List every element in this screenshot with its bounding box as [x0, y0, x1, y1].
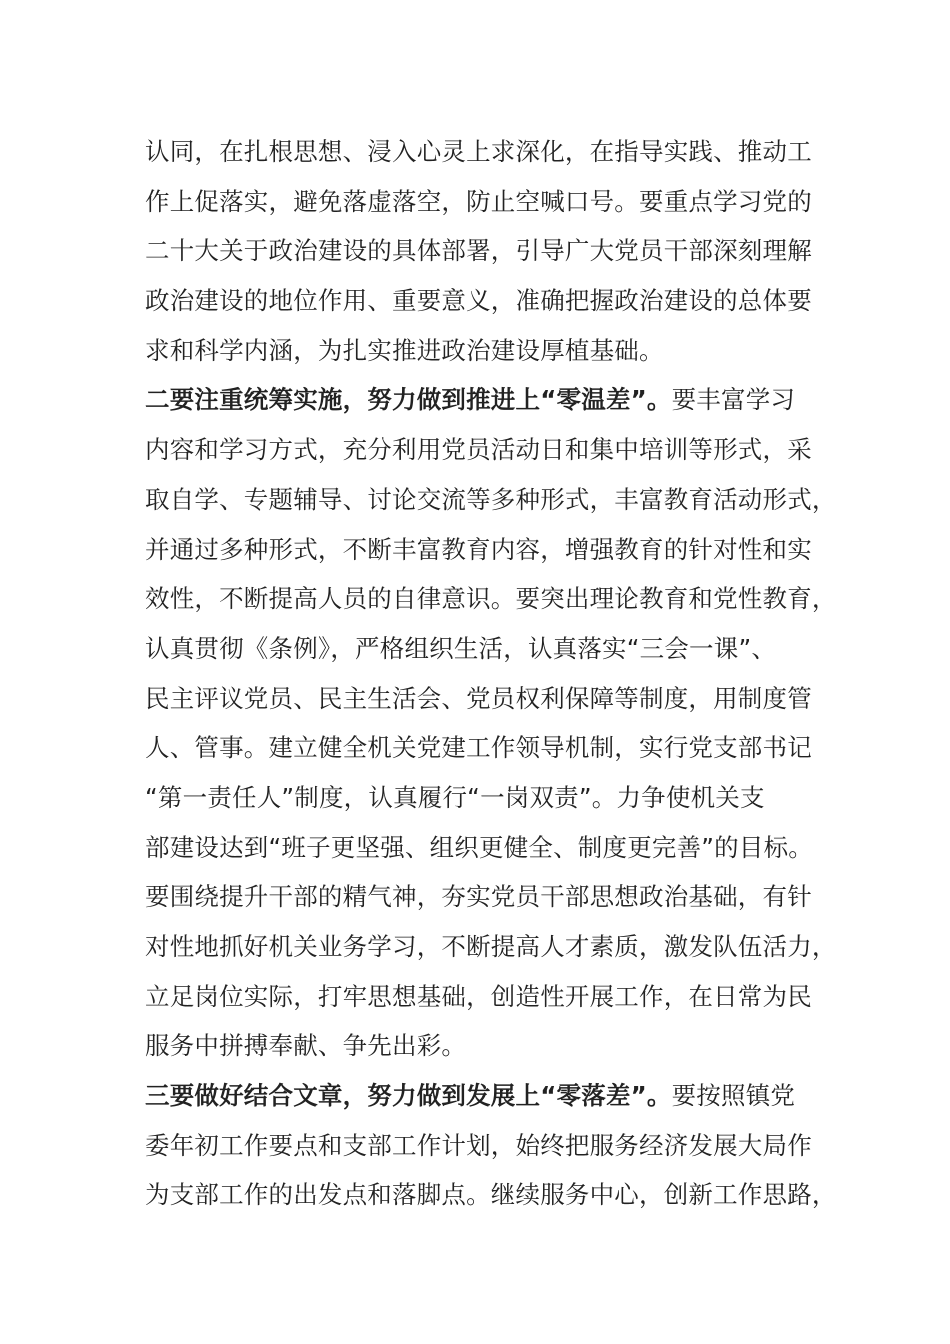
line-text: 作上促落实，避免落虚落空，防止空喊口号。要重点学习党的 [145, 186, 812, 216]
line-text: 要丰富学习 [671, 385, 796, 415]
line-text: 二十大关于政治建设的具体部署，引导广大党员干部深刻理解 [145, 236, 812, 266]
section-heading: 三要做好结合文章，努力做到发展上“零落差”。 [145, 1081, 672, 1111]
line-text: 民主评议党员、民主生活会、党员权利保障等制度，用制度管 [145, 683, 812, 713]
text-line [145, 375, 815, 425]
text-line [145, 723, 815, 773]
line-text: 委年初工作要点和支部工作计划，始终把服务经济发展大局作 [145, 1130, 812, 1160]
line-text: 要围绕提升干部的精气神，夯实党员干部思想政治基础，有针 [145, 882, 812, 912]
line-text: 效性，不断提高人员的自律意识。要突出理论教育和党性教育， [145, 584, 837, 614]
text-line [145, 425, 815, 475]
text-line [145, 276, 815, 326]
line-text: 政治建设的地位作用、重要意义，准确把握政治建设的总体要 [145, 286, 812, 316]
text-line [145, 1170, 837, 1220]
text-line [145, 1121, 815, 1171]
text-line [145, 326, 815, 376]
text-line [145, 972, 815, 1022]
line-text: 立足岗位实际，打牢思想基础，创造性开展工作，在日常为民 [145, 981, 812, 1011]
line-text: 求和科学内涵，为扎实推进政治建设厚植基础。 [145, 335, 664, 365]
line-text: 要按照镇党 [671, 1081, 796, 1111]
text-line [145, 525, 815, 575]
line-text: 对性地抓好机关业务学习，不断提高人才素质，激发队伍活力， [145, 932, 837, 961]
text-line [145, 872, 815, 922]
line-text: 认同，在扎根思想、浸入心灵上求深化，在指导实践、推动工 [145, 137, 812, 166]
text-line [145, 674, 815, 724]
text-line [145, 922, 837, 972]
line-text: 部建设达到“班子更坚强、组织更健全、制度更完善”的目标。 [145, 832, 813, 862]
line-text: 并通过多种形式，不断丰富教育内容，增强教育的针对性和实 [145, 534, 812, 564]
text-line [145, 177, 815, 227]
text-line [145, 574, 837, 624]
line-text: 服务中拼搏奉献、争先出彩。 [145, 1031, 467, 1061]
line-text: 取自学、专题辅导、讨论交流等多种形式，丰富教育活动形式， [145, 484, 837, 514]
text-line [145, 823, 815, 873]
line-text: “第一责任人”制度，认真履行“一岗双责”。力争使机关支 [145, 782, 765, 812]
text-line [145, 1021, 815, 1071]
text-line [145, 226, 815, 276]
section-heading: 二要注重统筹实施，努力做到推进上“零温差”。 [145, 385, 672, 415]
line-text: 内容和学习方式，充分利用党员活动日和集中培训等形式，采 [145, 435, 812, 465]
text-line [145, 1071, 815, 1121]
text-line [145, 127, 815, 177]
document-body [145, 127, 837, 1220]
text-line [145, 475, 837, 525]
line-text: 认真贯彻《条例》，严格组织生活，认真落实“三会一课”、 [145, 633, 777, 663]
text-line [145, 624, 815, 674]
line-text: 人、管事。建立健全机关党建工作领导机制，实行党支部书记 [145, 733, 812, 763]
text-line [145, 773, 815, 823]
line-text: 为支部工作的出发点和落脚点。继续服务中心，创新工作思路， [145, 1180, 837, 1210]
